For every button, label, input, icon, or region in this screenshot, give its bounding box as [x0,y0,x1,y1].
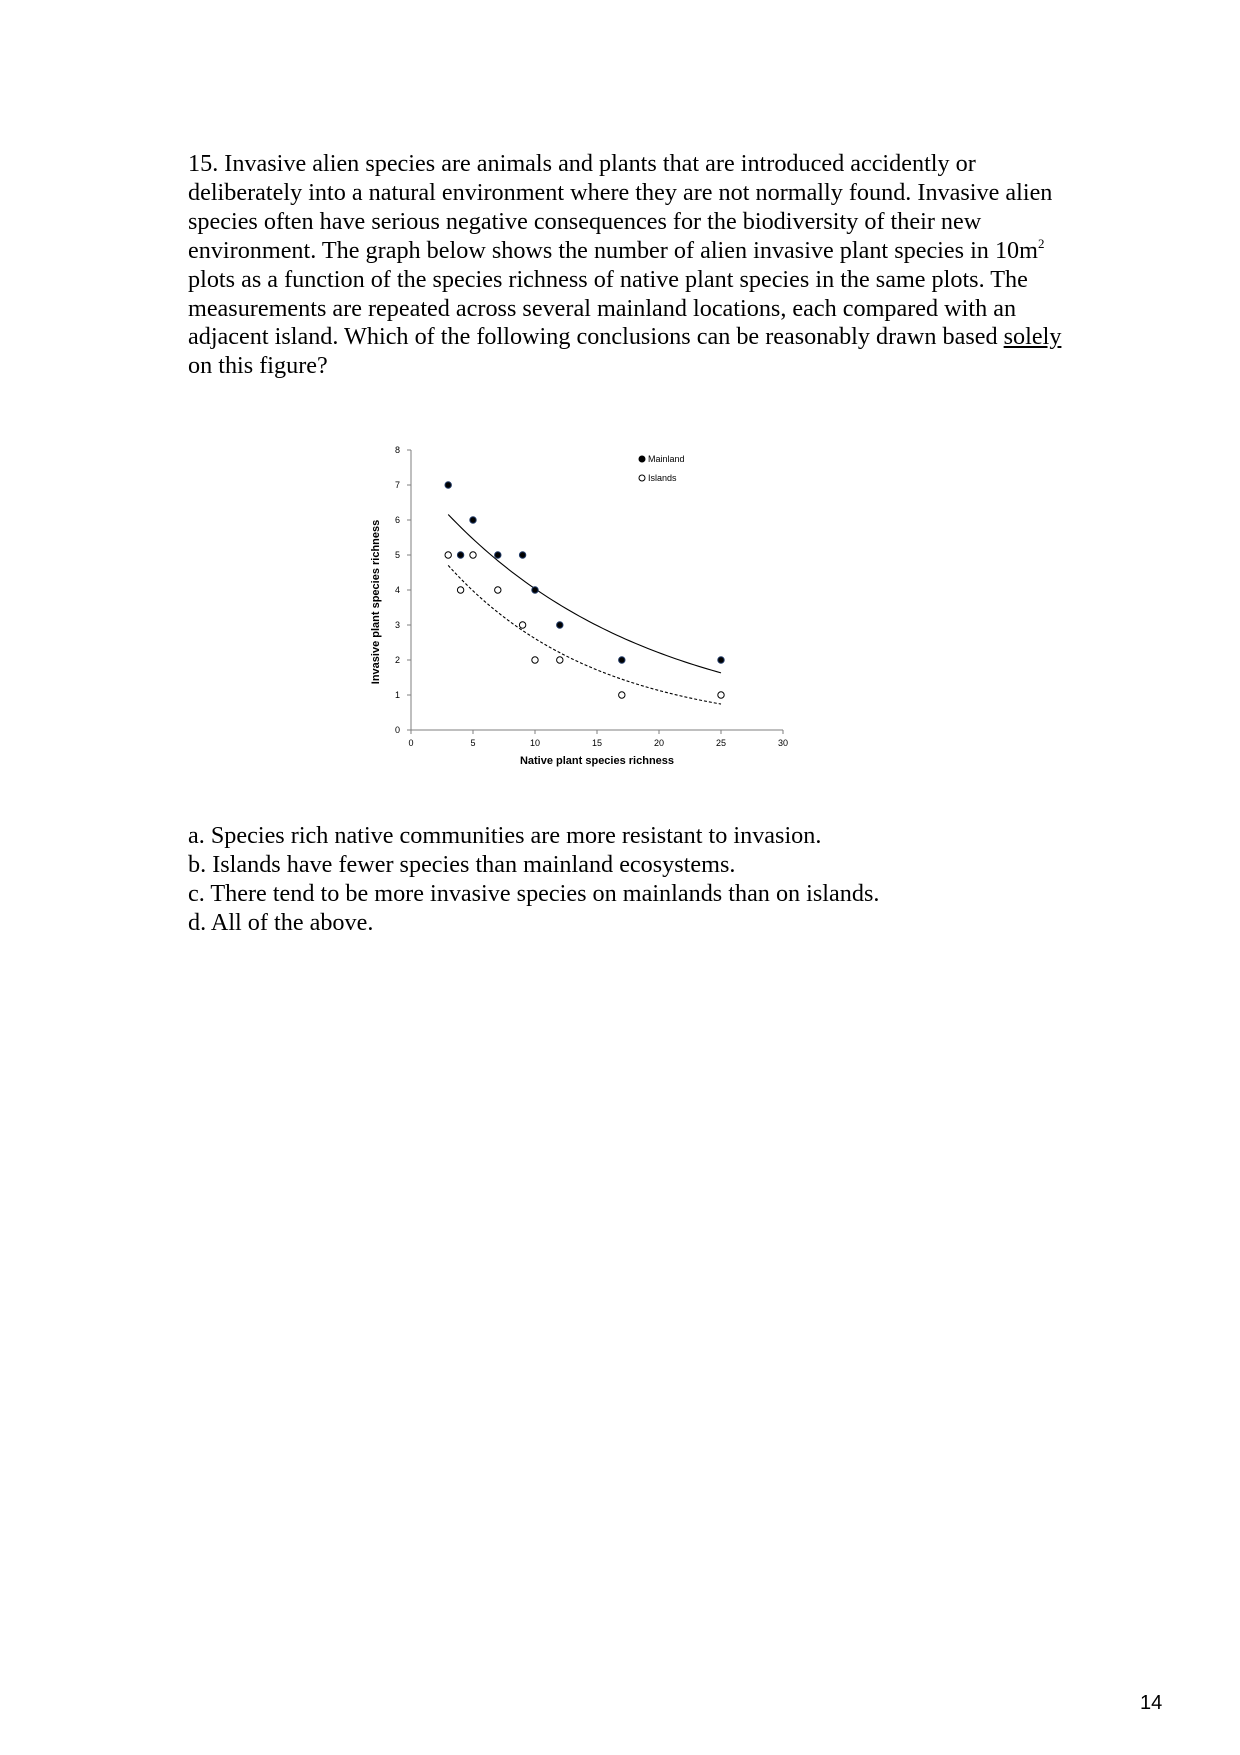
y-tick-label: 3 [394,620,400,630]
x-axis-title: Native plant species richness [519,755,675,767]
islands-trendline [448,565,721,704]
emphasis-solely: solely [1003,323,1062,351]
mainland-data-point [457,552,463,558]
x-tick-label: 15 [591,738,603,748]
legend-mainland-marker [639,456,645,462]
legend-islands-label: Islands [648,473,677,483]
y-tick-label: 2 [394,655,400,665]
answer-option-b: b. Islands have fewer species than mainland ecosystems. [188,850,736,878]
y-tick-label: 7 [394,480,400,490]
x-tick-label: 5 [470,738,476,748]
mainland-data-point [718,657,724,663]
islands-data-point [557,657,563,663]
x-tick-label: 25 [715,738,727,748]
mainland-data-point [532,587,538,593]
question-part-3: on this figure? [188,352,328,380]
x-tick-label: 30 [777,738,789,748]
y-tick-label: 5 [394,550,400,560]
question-part-2: plots as a function of the species richness of native plant species in the same plots. The measurements are repeated across several mainland locations, each compared with an adjacent island. Which of the following conclusions can be reasonably drawn based [188,265,1028,351]
y-tick-label: 1 [394,690,400,700]
answer-list [188,822,1068,938]
x-tick-label: 0 [408,738,414,748]
mainland-trendline [448,514,721,672]
x-tick-label: 20 [653,738,665,748]
superscript-2: 2 [1037,235,1045,251]
x-tick-label: 10 [529,738,541,748]
islands-data-point [445,552,451,558]
question-part-1: 15. Invasive alien species are animals and plants that are introduced accidently or deliberately into a natural environment where they are not normally found. Invasive alien species often have serious negative consequences for the biodiversity of their new environment. The graph below shows the number of alien invasive plant species in 10m [188,150,1053,264]
islands-data-point [519,622,525,628]
islands-data-point [495,587,501,593]
y-tick-label: 8 [394,445,400,455]
answer-option-a: a. Species rich native communities are more resistant to invasion. [188,822,822,849]
mainland-data-point [619,657,625,663]
legend-islands-marker [639,475,645,481]
islands-data-point [470,552,476,558]
answer-option-d: d. All of the above. [188,908,374,936]
islands-data-point [619,692,625,698]
mainland-data-point [519,552,525,558]
legend-mainland-label: Mainland [648,454,685,464]
mainland-data-point [470,517,476,523]
y-tick-label: 0 [394,725,400,735]
question-text [188,150,1068,381]
islands-data-point [718,692,724,698]
y-tick-label: 4 [394,585,400,595]
islands-data-point [532,657,538,663]
page-number: 14 [1140,1692,1163,1714]
mainland-data-point [445,482,451,488]
scatter-chart [370,412,810,787]
y-axis-title: Invasive plant species richness [370,519,382,685]
mainland-data-point [495,552,501,558]
answer-option-c: c. There tend to be more invasive species on mainlands than on islands. [188,879,880,907]
islands-data-point [457,587,463,593]
mainland-data-point [557,622,563,628]
y-tick-label: 6 [394,515,400,525]
